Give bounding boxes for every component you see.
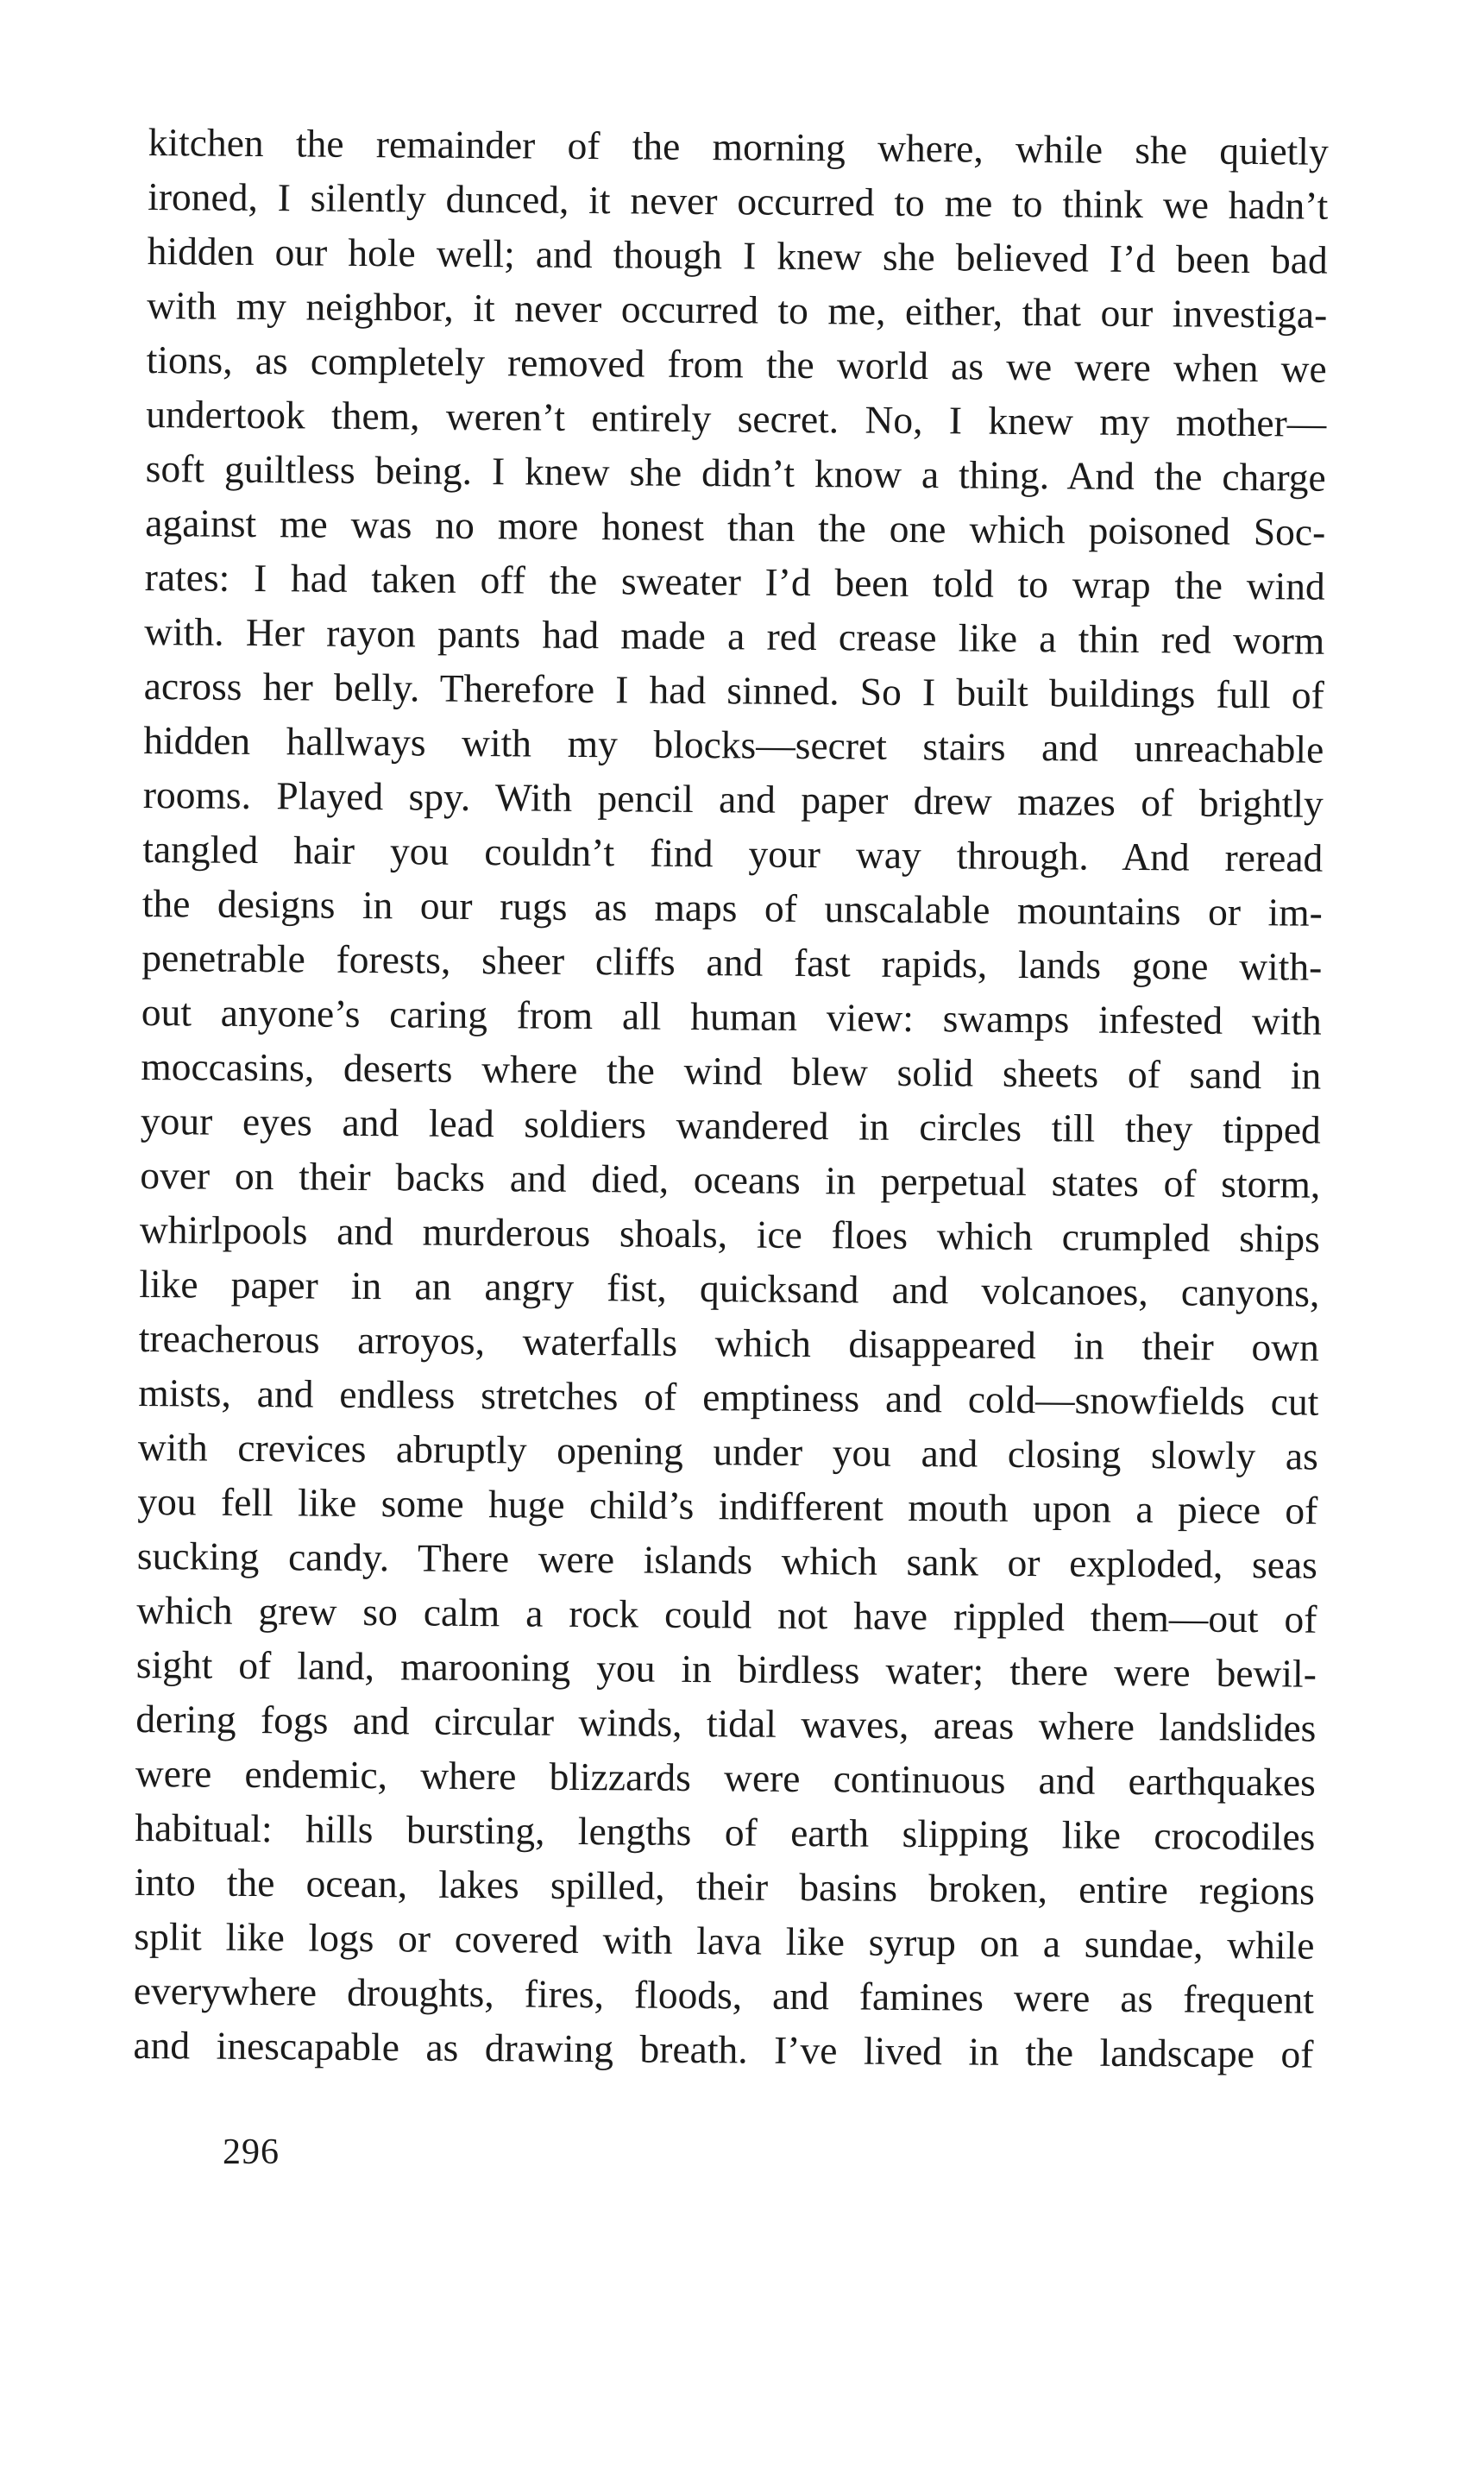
text-line: ironed, I silently dunced, it never occurred to me to think we hadn’t [148, 173, 1329, 228]
text-line: habitual: hills bursting, lengths of earth slipping like crocodiles [135, 1805, 1316, 1859]
text-line: moccasins, deserts where the wind blew solid sheets of sand in [141, 1043, 1322, 1098]
body-text [133, 115, 1329, 2082]
text-line: everywhere droughts, fires, floods, and famines were as frequent [133, 1968, 1315, 2022]
text-line: like paper in an angry fist, quicksand and volcanoes, canyons, [139, 1261, 1320, 1315]
text-line: you fell like some huge child’s indifferent mouth upon a piece of [137, 1478, 1318, 1533]
text-line: undertook them, weren’t entirely secret. No, I knew my mother— [146, 391, 1327, 445]
text-line: whirlpools and murderous shoals, ice floes which crumpled ships [139, 1206, 1321, 1261]
text-line: kitchen the remainder of the morning where, while she quietly [148, 119, 1329, 173]
text-line: hidden our hole well; and though I knew she believed I’d been bad [147, 228, 1328, 282]
text-line: and inescapable as drawing breath. I’ve lived in the landscape of [133, 2022, 1314, 2076]
text-line: tangled hair you couldn’t find your way through. And reread [142, 826, 1324, 880]
text-line: hidden hallways with my blocks—secret stairs and unreachable [143, 717, 1324, 772]
text-line: across her belly. Therefore I had sinned. So I built buildings full of [143, 663, 1324, 717]
text-line: the designs in our rugs as maps of unscalable mountains or im- [141, 880, 1323, 935]
text-line: over on their backs and died, oceans in perpetual states of storm, [140, 1152, 1321, 1206]
text-line: which grew so calm a rock could not have rippled them—out of [136, 1587, 1317, 1641]
text-line: against me was no more honest than the one which poisoned Soc- [145, 500, 1326, 554]
text-line: sight of land, marooning you in birdless water; there were bewil- [135, 1641, 1317, 1696]
text-line: rates: I had taken off the sweater I’d been told to wrap the wind [144, 554, 1325, 608]
text-line: treacherous arroyos, waterfalls which disappeared in their own [138, 1315, 1320, 1370]
text-line: out anyone’s caring from all human view: swamps infested with [141, 989, 1322, 1043]
text-line: with. Her rayon pants had made a red crease like a thin red worm [144, 608, 1325, 663]
text-line: your eyes and lead soldiers wandered in circles till they tipped [140, 1098, 1322, 1152]
text-line: mists, and endless stretches of emptiness and cold—snowfields cut [138, 1370, 1319, 1424]
text-line: penetrable forests, sheer cliffs and fast rapids, lands gone with- [141, 935, 1323, 989]
text-line: sucking candy. There were islands which sank or exploded, seas [136, 1533, 1318, 1587]
text-line: rooms. Played spy. With pencil and paper drew mazes of brightly [142, 772, 1324, 826]
text-line: split like logs or covered with lava like syrup on a sundae, while [134, 1913, 1315, 1968]
text-line: with crevices abruptly opening under you and closing slowly as [137, 1424, 1319, 1478]
text-line: soft guiltless being. I knew she didn’t know a thing. And the charge [145, 445, 1326, 500]
text-line: with my neighbor, it never occurred to me, either, that our investiga- [147, 282, 1328, 337]
text-line: dering fogs and circular winds, tidal waves, areas where landslides [135, 1696, 1317, 1750]
text-line: were endemic, where blizzards were continuous and earthquakes [135, 1750, 1317, 1805]
text-line: tions, as completely removed from the world as we were when we [146, 337, 1327, 391]
page-number: 296 [223, 2132, 280, 2172]
text-line: into the ocean, lakes spilled, their basins broken, entire regions [134, 1859, 1316, 1913]
